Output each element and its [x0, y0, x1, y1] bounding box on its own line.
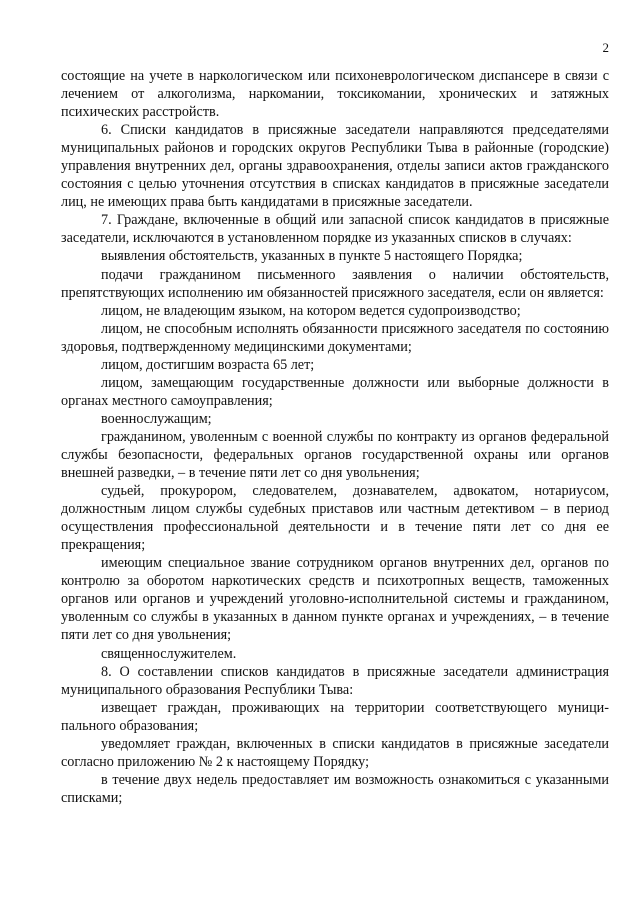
list-item-officials: лицом, замещающим государственные должности или выборные должности в органах местного самоуправления;	[61, 374, 609, 409]
list-item-circumstances: выявления обстоятельств, указанных в пункте 5 настоящего Порядка;	[101, 248, 523, 265]
list-item-written-statement: подачи гражданином письменного заявления о наличии обстоятельств, препятствующих исполнению им обязанностей присяжного заседателя, если он является:	[61, 266, 609, 301]
list-item-language: лицом, не владеющим языком, на котором ведется судопроизводство;	[101, 302, 521, 319]
paragraph-clause-6: 6. Списки кандидатов в присяжные заседатели направляются председателями муниципальных районов и городских округов Республики Тыва в районные (городские) управления внутренних дел, органы здравоохранения, отделы записи актов гражданского состояния с целью уточнения отсутствия в списках кандидатов в присяжные заседатели лиц, не имеющих права быть кандидатами в присяжные заседатели.	[61, 122, 609, 211]
list-item-age: лицом, достигшим возраста 65 лет;	[101, 356, 315, 373]
list-item-military: военнослужащим;	[101, 410, 212, 427]
list-item-review-lists: в течение двух недель предоставляет им возможность ознакомиться с указанными списками;	[61, 771, 609, 806]
list-item-notify-citizens: извещает граждан, проживающих на территории соответствующего муниципального образования;	[61, 699, 609, 734]
list-item-clergy: священнослужителем.	[101, 645, 237, 662]
paragraph-clause-8: 8. О составлении списков кандидатов в присяжные заседатели администрация муниципального образования Республики Тыва:	[61, 663, 609, 698]
document-body	[61, 67, 609, 807]
paragraph-continuation: состоящие на учете в наркологическом или психоневрологическом диспансере в связи с лечением от алкоголизма, наркомании, токсикомании, хронических и затяжных психических расстройств.	[61, 68, 609, 121]
list-item-health: лицом, не способным исполнять обязанности присяжного заседателя по состоянию здоровья, подтвержденному медицинскими документами;	[61, 320, 609, 355]
list-item-special-rank: имеющим специальное звание сотрудником органов внутренних дел, органов по контролю за оборотом наркотических средств и психотропных веществ, таможенных органов или органов и учреждений уголовно-исполнительной системы и гражданином, уволенным со службы в указанных в данном пункте органах и учреждениях, – в течение пяти лет со дня увольнения;	[61, 555, 609, 644]
list-item-discharged: гражданином, уволенным с военной службы по контракту из органов федеральной службы безопасности, федеральных органов государственной охраны или органов внешней разведки, – в течение пяти лет со дня увольнения;	[61, 428, 609, 482]
page-number: 2	[602, 40, 609, 55]
list-item-inform-candidates: уведомляет граждан, включенных в списки кандидатов в присяжные заседатели согласно приложению № 2 к настоящему Порядку;	[61, 735, 609, 770]
list-item-legal-professions: судьей, прокурором, следователем, дознавателем, адвокатом, нотариусом, должностным лицом службы судебных приставов или частным детективом – в период осуществления профессиональной деятельности и в течение пяти лет со дня ее прекращения;	[61, 483, 609, 554]
paragraph-clause-7: 7. Граждане, включенные в общий или запасной список кандидатов в присяжные заседатели, исключаются в установленном порядке из указанных списков в случаях:	[61, 212, 609, 247]
